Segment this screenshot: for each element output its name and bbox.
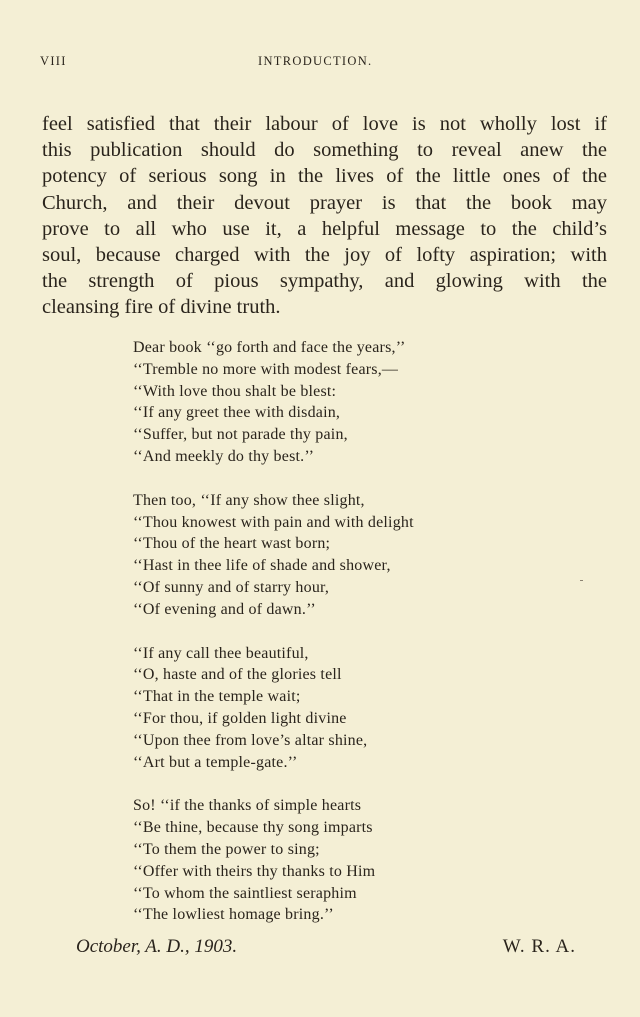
poem	[133, 337, 414, 948]
poem-verse: ‘‘Offer with theirs thy thanks to Him	[133, 862, 376, 880]
poem-verse: ‘‘For thou, if golden light divine	[133, 709, 347, 727]
poem-verse: ‘‘To them the power to sing;	[133, 840, 320, 858]
poem-verse: ‘‘With love thou shalt be blest:	[133, 382, 337, 400]
poem-verse: ‘‘The lowliest homage bring.’’	[133, 906, 334, 924]
prose-line: the strength of pious sympathy, and glowing with the	[42, 270, 607, 293]
poem-stanza	[133, 337, 414, 468]
poem-verse: Dear book ‘‘go forth and face the years,’’	[133, 339, 406, 356]
signoff-date: October, A. D., 1903.	[76, 936, 238, 957]
poem-verse: Then too, ‘‘If any show thee slight,	[133, 491, 365, 509]
prose-line: soul, because charged with the joy of lofty aspiration; with	[42, 243, 607, 266]
poem-verse: ‘‘To whom the saintliest seraphim	[133, 884, 357, 902]
poem-verse: ‘‘Thou of the heart wast born;	[133, 535, 331, 553]
paper-speck	[580, 580, 583, 581]
signoff-initials: W. R. A.	[502, 936, 576, 957]
running-title: INTRODUCTION.	[258, 54, 373, 68]
poem-verse: ‘‘That in the temple wait;	[133, 688, 301, 706]
poem-stanza	[133, 490, 414, 621]
poem-stanza	[133, 795, 414, 926]
prose-line: prove to all who use it, a helpful message to the child’s	[42, 217, 607, 240]
prose-line: potency of serious song in the lives of the little ones of the	[42, 165, 607, 188]
prose-line: feel satisfied that their labour of love is not wholly lost if	[42, 113, 607, 135]
poem-verse: ‘‘Be thine, because thy song imparts	[133, 819, 373, 837]
poem-verse: ‘‘Suffer, but not parade thy pain,	[133, 426, 348, 444]
page-number: VIII	[40, 54, 67, 68]
poem-stanza	[133, 643, 414, 774]
poem-verse: ‘‘If any greet thee with disdain,	[133, 404, 341, 422]
poem-verse: ‘‘Upon thee from love’s altar shine,	[133, 731, 368, 749]
signoff	[76, 936, 576, 962]
poem-verse: ‘‘If any call thee beautiful,	[133, 644, 309, 662]
prose-line: this publication should do something to reveal anew the	[42, 139, 607, 162]
prose-line: cleansing fire of divine truth.	[42, 296, 281, 319]
poem-verse: ‘‘O, haste and of the glories tell	[133, 666, 342, 684]
poem-verse: ‘‘Of sunny and of starry hour,	[133, 578, 330, 596]
prose-paragraph	[42, 111, 607, 321]
running-header	[40, 54, 600, 70]
poem-verse: So! ‘‘if the thanks of simple hearts	[133, 797, 362, 815]
poem-verse: ‘‘Tremble no more with modest fears,—	[133, 360, 399, 378]
poem-verse: ‘‘Art but a temple-gate.’’	[133, 753, 298, 771]
prose-line: Church, and their devout prayer is that the book may	[42, 191, 607, 214]
poem-verse: ‘‘And meekly do thy best.’’	[133, 447, 315, 465]
poem-verse: ‘‘Of evening and of dawn.’’	[133, 600, 316, 618]
poem-verse: ‘‘Hast in thee life of shade and shower,	[133, 557, 391, 575]
poem-verse: ‘‘Thou knowest with pain and with delight	[133, 513, 414, 531]
